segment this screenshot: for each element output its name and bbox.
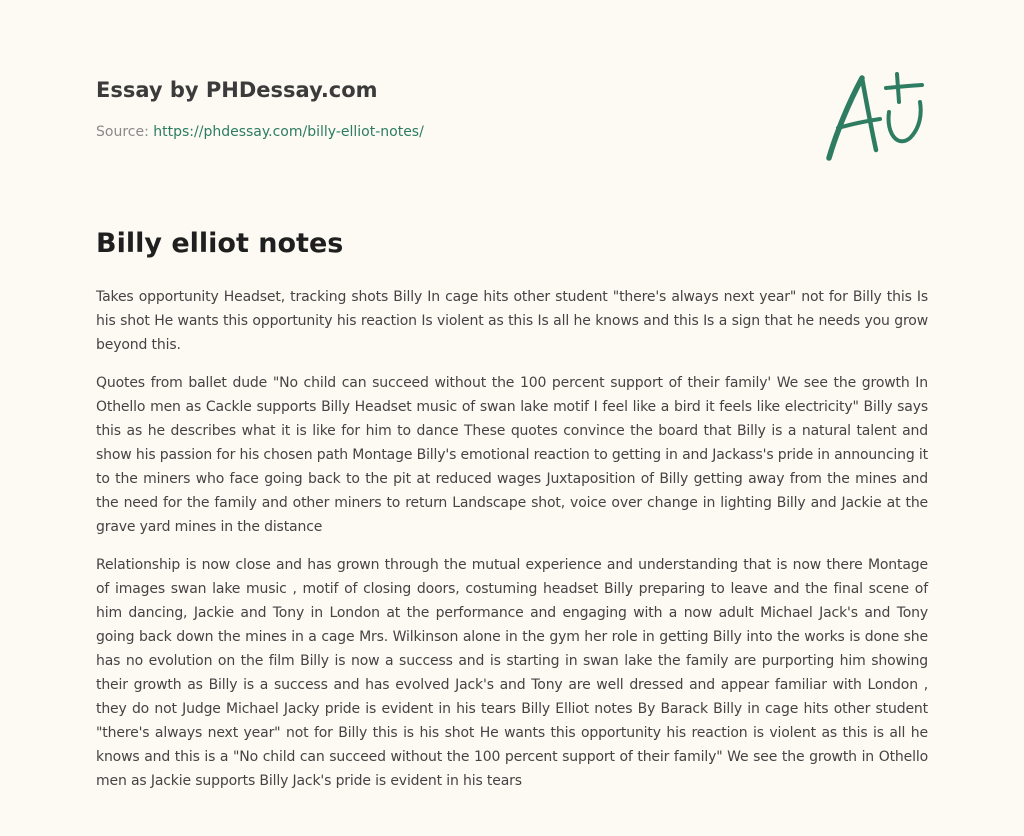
a-plus-grade-icon <box>822 66 932 166</box>
source-link[interactable]: https://phdessay.com/billy-elliot-notes/ <box>153 124 424 140</box>
source-label: Source: <box>96 124 149 140</box>
essay-title: Billy elliot notes <box>96 228 344 259</box>
essay-body <box>96 285 928 807</box>
page-header <box>96 76 796 142</box>
essay-paragraph-2: Quotes from ballet dude "No child can succeed without the 100 percent support of their family' We see the growth In Othello men as Cackle supports Billy Headset music of swan lake motif I feel like a bird it feels like electricity" Billy says this as he describes what it is like for him to dance These quotes convince the board that Billy is a natural talent and show his passion for his chosen path Montage Billy's emotional reaction to getting in and Jackass's pride in announcing it to the miners who face going back to the pit at reduced wages Juxtaposition of Billy getting away from the mines and the need for the family and other miners to return Landscape shot, voice over change in lighting Billy and Jackie at the grave yard mines in the distance <box>96 375 928 535</box>
essay-paragraph-1: Takes opportunity Headset, tracking shots Billy In cage hits other student "there's always next year" not for Billy this Is his shot He wants this opportunity his reaction Is violent as this Is all he knows and this Is a sign that he needs you grow beyond this. <box>96 289 928 353</box>
source-line <box>96 122 796 142</box>
brand-title: Essay by PHDessay.com <box>96 78 378 102</box>
essay-paragraph-3: Relationship is now close and has grown through the mutual experience and understanding that is now there Montage of images swan lake music , motif of closing doors, costuming headset Billy preparing to leave and the final scene of him dancing, Jackie and Tony in London at the performance and engaging with a now adult Michael Jack's and Tony going back down the mines in a cage Mrs. Wilkinson alone in the gym her role in getting Billy into the works is done she has no evolution on the film Billy is now a success and is starting in swan lake the family are purporting him showing their growth as Billy is a success and has evolved Jack's and Tony are well dressed and appear familiar with London , they do not Judge Michael Jacky pride is evident in his tears Billy Elliot notes By Barack Billy in cage hits other student "there's always next year" not for Billy this is his shot He wants this opportunity his reaction is violent as this is all he knows and this is a "No child can succeed without the 100 percent support of their family" We see the growth in Othello men as Jackie supports Billy Jack's pride is evident in his tears <box>96 557 928 789</box>
